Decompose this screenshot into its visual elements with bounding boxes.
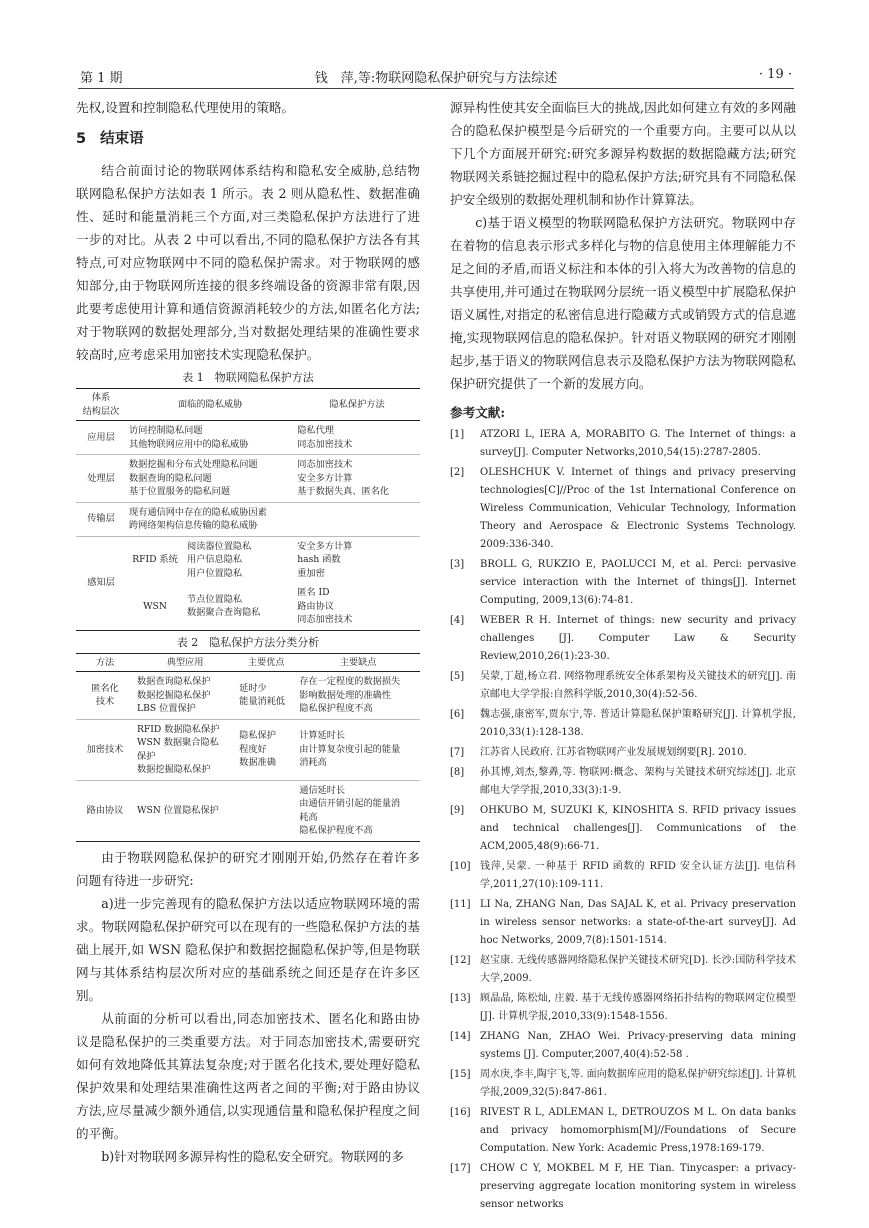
- advantage-cell: 隐私保护 程度好 数据准确: [239, 730, 276, 769]
- reference-item: [450, 990, 796, 1026]
- reference-item: [450, 706, 796, 742]
- reference-text: ATZORI L, IERA A, MORABITO G. The Internet of things: a survey[J]. Computer Networks,2010,54(15):2787-2805.: [480, 429, 796, 458]
- page-number: · 19 ·: [758, 67, 792, 82]
- section-number: 5: [76, 131, 87, 147]
- application-cell: RFID 数据隐私保护 WSN 数据聚合隐私 保护 数据挖掘隐私保护: [137, 723, 220, 775]
- reference-text: OLESHCHUK V. Internet of things and privacy preserving technologies[C]//Proc of the 1st International Conference on Wireless Communication, Vehicular Technology, Information Theory and Aerospace & Electronic Systems Technology. 2009:336-340.: [480, 467, 796, 550]
- paragraph: b)针对物联网多源异构性的隐私安全研究。物联网的多: [101, 1148, 404, 1164]
- layer-cell: 感知层: [87, 577, 115, 589]
- running-header: [78, 66, 794, 89]
- reference-text: 赵宝康. 无线传感器网络隐私保护关键技术研究[D]. 长沙:国防科学技术大学,2009.: [480, 955, 796, 984]
- reference-text: 顾晶晶, 陈松灿, 庄毅. 基于无线传感器网络拓扑结构的物联网定位模型[J]. 计算机学报,2010,33(9):1548-1556.: [480, 993, 796, 1022]
- reference-text: ZHANG Nan, ZHAO Wei. Privacy-preserving data mining systems [J]. Computer,2007,40(4):52-58 .: [480, 1031, 796, 1060]
- layer-cell: 处理层: [87, 472, 115, 484]
- table-header-cell: 体系 结构层次: [82, 392, 120, 417]
- table-2-caption: 表 2 隐私保护方法分类分析: [176, 635, 320, 649]
- reference-text: OHKUBO M, SUZUKI K, KINOSHITA S. RFID privacy issues and technical challenges[J]. Communications of the ACM,2005,48(9):66-71.: [480, 805, 796, 852]
- reference-number: [4]: [450, 615, 465, 626]
- reference-number: [15]: [450, 1069, 471, 1080]
- subsystem-cell: RFID 系统: [132, 554, 178, 565]
- section-title: 结束语: [100, 131, 144, 147]
- table-header-cell: 主要优点: [247, 656, 285, 668]
- reference-text: 魏志强,康密军,贾东宁,等. 普适计算隐私保护策略研究[J]. 计算机学报, 2010,33(1):128-138.: [480, 709, 796, 738]
- method-cell: 隐私代理 同态加密技术: [297, 425, 353, 450]
- layer-cell: 应用层: [87, 431, 115, 443]
- reference-item: [450, 668, 796, 704]
- reference-item: [450, 764, 796, 800]
- reference-text: LI Na, ZHANG Nan, Das SAJAL K, et al. Privacy preservation in wireless sensor networks: a state-of-the-art survey[J]. Ad hoc Networks, 2009,7(8):1501-1514.: [480, 899, 796, 946]
- references-heading: 参考文献:: [450, 405, 506, 420]
- reference-number: [9]: [450, 805, 465, 816]
- table-row: [76, 502, 420, 536]
- issue-number: 第 1 期: [80, 71, 123, 86]
- paragraph: 从前面的分析可以看出,同态加密技术、匿名化和路由协议是隐私保护的三类重要方法。对于同态加密技术,需要研究如何有效地降低其算法复杂度;对于匿名化技术,要处理好隐私保护效果和处理结果准确性这两者之间的平衡;对于路由协议方法,应尽量减少额外通信,以实现通信量和隐私保护程度之间的平衡。: [76, 1010, 420, 1141]
- table-header-cell: 面临的隐私威胁: [177, 398, 243, 410]
- method-cell: 匿名 ID 路由协议 同态加密技术: [297, 587, 353, 625]
- reference-number: [17]: [450, 1163, 471, 1174]
- threat-cell: 现有通信网中存在的隐私威胁因素 跨网络架构信息传输的隐私威胁: [129, 506, 267, 531]
- paragraph: c)基于语义模型的物联网隐私保护方法研究。物联网中存在着物的信息表示形式多样化与物的信息使用主体理解能力不足之间的矛盾,而语义标注和本体的引入将大为改善物的信息的共享使用,并可通过在物联网分层统一语义模型中扩展隐私保护语义属性,对指定的私密信息进行隐藏方式或销毁方式的信息遮掩,实现物联网信息的隐私保护。针对语义物联网的研究才刚刚起步,基于语义的物联网信息表示及隐私保护方法为物联网隐私保护研究提供了一个新的发展方向。: [450, 215, 796, 391]
- disadvantage-cell: 通信延时长 由通信开销引起的能量消 耗高 隐私保护程度不高: [299, 784, 401, 836]
- reference-item: [450, 464, 796, 554]
- table-1-caption: 表 1 物联网隐私保护方法: [182, 371, 314, 384]
- table-row: [76, 455, 420, 503]
- table-header-cell: 方法: [95, 656, 115, 668]
- method-cell: 安全多方计算 hash 函数 重加密: [297, 540, 353, 579]
- reference-text: 孙其博,刘杰,黎羴,等. 物联网:概念、架构与关键技术研究综述[J]. 北京邮电大学学报,2010,33(3):1-9.: [480, 767, 796, 796]
- method-cell: [294, 502, 420, 536]
- running-title: 钱 萍,等:物联网隐私保护研究与方法综述: [314, 71, 558, 86]
- method-cell: 同态加密技术 安全多方计算 基于数据失真、匿名化: [297, 459, 390, 497]
- reference-item: [450, 426, 796, 462]
- threat-cell: 访问控制隐私问题 其他物联网应用中的隐私威胁: [129, 425, 249, 450]
- reference-text: 钱萍,吴蒙. 一种基于 RFID 函数的 RFID 安全认证方法[J]. 电信科学,2011,27(10):109-111.: [480, 861, 796, 890]
- paragraph-continued: 源异构性使其安全面临巨大的挑战,因此如何建立有效的多网融合的隐私保护模型是今后研究的一个重要方向。主要可以从以下几个方面展开研究:研究多源异构数据的数据隐藏方法;研究物联网关系链挖掘过程中的隐私保护方法;研究具有不同隐私保护安全级别的数据处理机制和协作计算算法。: [450, 100, 796, 207]
- subsystem-cell: WSN: [143, 600, 167, 612]
- reference-number: [8]: [450, 767, 465, 778]
- table-row: [76, 719, 420, 780]
- table-header-cell: 隐私保护方法: [329, 398, 385, 410]
- method-cell: 路由协议: [86, 804, 124, 816]
- reference-text: WEBER R H. Internet of things: new security and privacy challenges [J]. Computer Law & Security Review,2010,26(1):23-30.: [480, 615, 796, 662]
- threat-cell: 节点位置隐私 数据聚合查询隐私: [187, 593, 261, 619]
- reference-item: [450, 952, 796, 988]
- threat-cell: 数据挖掘和分布式处理隐私问题 数据查询的隐私问题 基于位置服务的隐私问题: [129, 459, 258, 497]
- application-cell: 数据查询隐私保护 数据挖掘隐私保护 LBS 位置保护: [137, 676, 211, 714]
- reference-number: [14]: [450, 1031, 471, 1042]
- reference-item: [450, 1028, 796, 1064]
- paragraph: 结合前面讨论的物联网体系结构和隐私安全威胁,总结物联网隐私保护方法如表 1 所示。表 2 则从隐私性、数据准确性、延时和能量消耗三个方面,对三类隐私保护方法进行了进一步的对比。从表 2 中可以看出,不同的隐私保护方法各有其特点,可对应物联网中不同的隐私保护需求。对于物联网的感知部分,由于物联网所连接的很多终端设备的资源非常有限,因此要考虑使用计算和通信资源消耗较少的方法,如匿名化方法;对于物联网的数据处理部分,当对数据处理结果的准确性要求较高时,应考虑采用加密技术实现隐私保护。: [76, 163, 420, 362]
- table-header-cell: 主要缺点: [339, 656, 377, 668]
- reference-text: 吴蒙,丁超,杨立君. 网络物理系统安全体系架构及关键技术的研究[J]. 南京邮电大学学报:自然科学版,2010,30(4):52-56.: [480, 671, 796, 700]
- paragraph-continued: 先权,设置和控制隐私代理使用的策略。: [76, 100, 295, 115]
- table-row: [76, 583, 420, 630]
- reference-item: [450, 802, 796, 856]
- reference-item: [450, 612, 796, 666]
- table-row: [76, 672, 420, 720]
- left-column: [76, 96, 420, 1168]
- table-2-header: [76, 653, 420, 672]
- reference-text: 江苏省人民政府. 江苏省物联网产业发展规划纲要[R]. 2010.: [480, 747, 747, 758]
- table-1: [76, 388, 420, 631]
- table-row: [76, 421, 420, 455]
- reference-item: [450, 1066, 796, 1102]
- method-cell: 加密技术: [86, 743, 124, 755]
- advantage-cell: 延时少 能量消耗低: [239, 682, 286, 708]
- advantage-cell: [236, 780, 296, 841]
- table-header-cell: 典型应用: [166, 656, 204, 668]
- reference-text: CHOW C Y, MOKBEL M F, HE Tian. Tinycasper: a privacy-preserving aggregate location monitoring system in wireless sensor networks: [480, 1163, 796, 1210]
- table-1-header: [76, 389, 420, 421]
- reference-item: [450, 744, 796, 762]
- reference-item: [450, 1160, 796, 1214]
- reference-number: [2]: [450, 467, 465, 478]
- table-2: [76, 653, 420, 842]
- reference-number: [1]: [450, 429, 465, 440]
- reference-text: 周水庚,李丰,陶宇飞,等. 面向数据库应用的隐私保护研究综述[J]. 计算机学报,2009,32(5):847-861.: [480, 1069, 796, 1098]
- reference-item: [450, 858, 796, 894]
- disadvantage-cell: 计算延时长 由计算复杂度引起的能量 消耗高: [299, 730, 401, 769]
- reference-number: [6]: [450, 709, 465, 720]
- table-row: [76, 536, 420, 583]
- reference-number: [3]: [450, 559, 465, 570]
- reference-number: [16]: [450, 1107, 471, 1118]
- paragraph: a)进一步完善现有的隐私保护方法以适应物联网环境的需求。物联网隐私保护研究可以在现有的一些隐私保护方法的基础上展开,如 WSN 隐私保护和数据挖掘隐私保护等,但是物联网与其体系结构层次所对应的基础系统之间还是存在许多区别。: [76, 895, 420, 1003]
- disadvantage-cell: 存在一定程度的数据损失 影响数据处理的准确性 隐私保护程度不高: [299, 676, 401, 714]
- threat-cell: 阅读器位置隐私 用户信息隐私 用户位置隐私: [187, 540, 252, 579]
- method-cell: 匿名化 技术: [91, 682, 119, 708]
- reference-number: [7]: [450, 747, 465, 758]
- reference-number: [13]: [450, 993, 471, 1004]
- reference-number: [10]: [450, 861, 471, 872]
- reference-text: BROLL G, RUKZIO E, PAOLUCCI M, et al. Perci: pervasive service interaction with the Internet of things[J]. Internet Computing, 2009,13(6):74-81.: [480, 559, 796, 606]
- layer-cell: 传输层: [87, 513, 115, 525]
- paragraph: 由于物联网隐私保护的研究才刚刚开始,仍然存在着许多问题有待进一步研究:: [76, 849, 420, 888]
- reference-list: [450, 426, 796, 1214]
- reference-item: [450, 1104, 796, 1158]
- reference-text: RIVEST R L, ADLEMAN L, DETROUZOS M L. On data banks and privacy homomorphism[M]//Foundations of Secure Computation. New York: Academic Press,1978:169-179.: [480, 1107, 796, 1154]
- reference-number: [5]: [450, 671, 465, 682]
- reference-item: [450, 556, 796, 610]
- reference-number: [12]: [450, 955, 471, 966]
- application-cell: WSN 位置隐私保护: [137, 804, 219, 816]
- table-row: [76, 780, 420, 841]
- section-heading: [76, 128, 420, 151]
- reference-item: [450, 896, 796, 950]
- reference-number: [11]: [450, 899, 471, 910]
- right-column: [450, 96, 796, 1216]
